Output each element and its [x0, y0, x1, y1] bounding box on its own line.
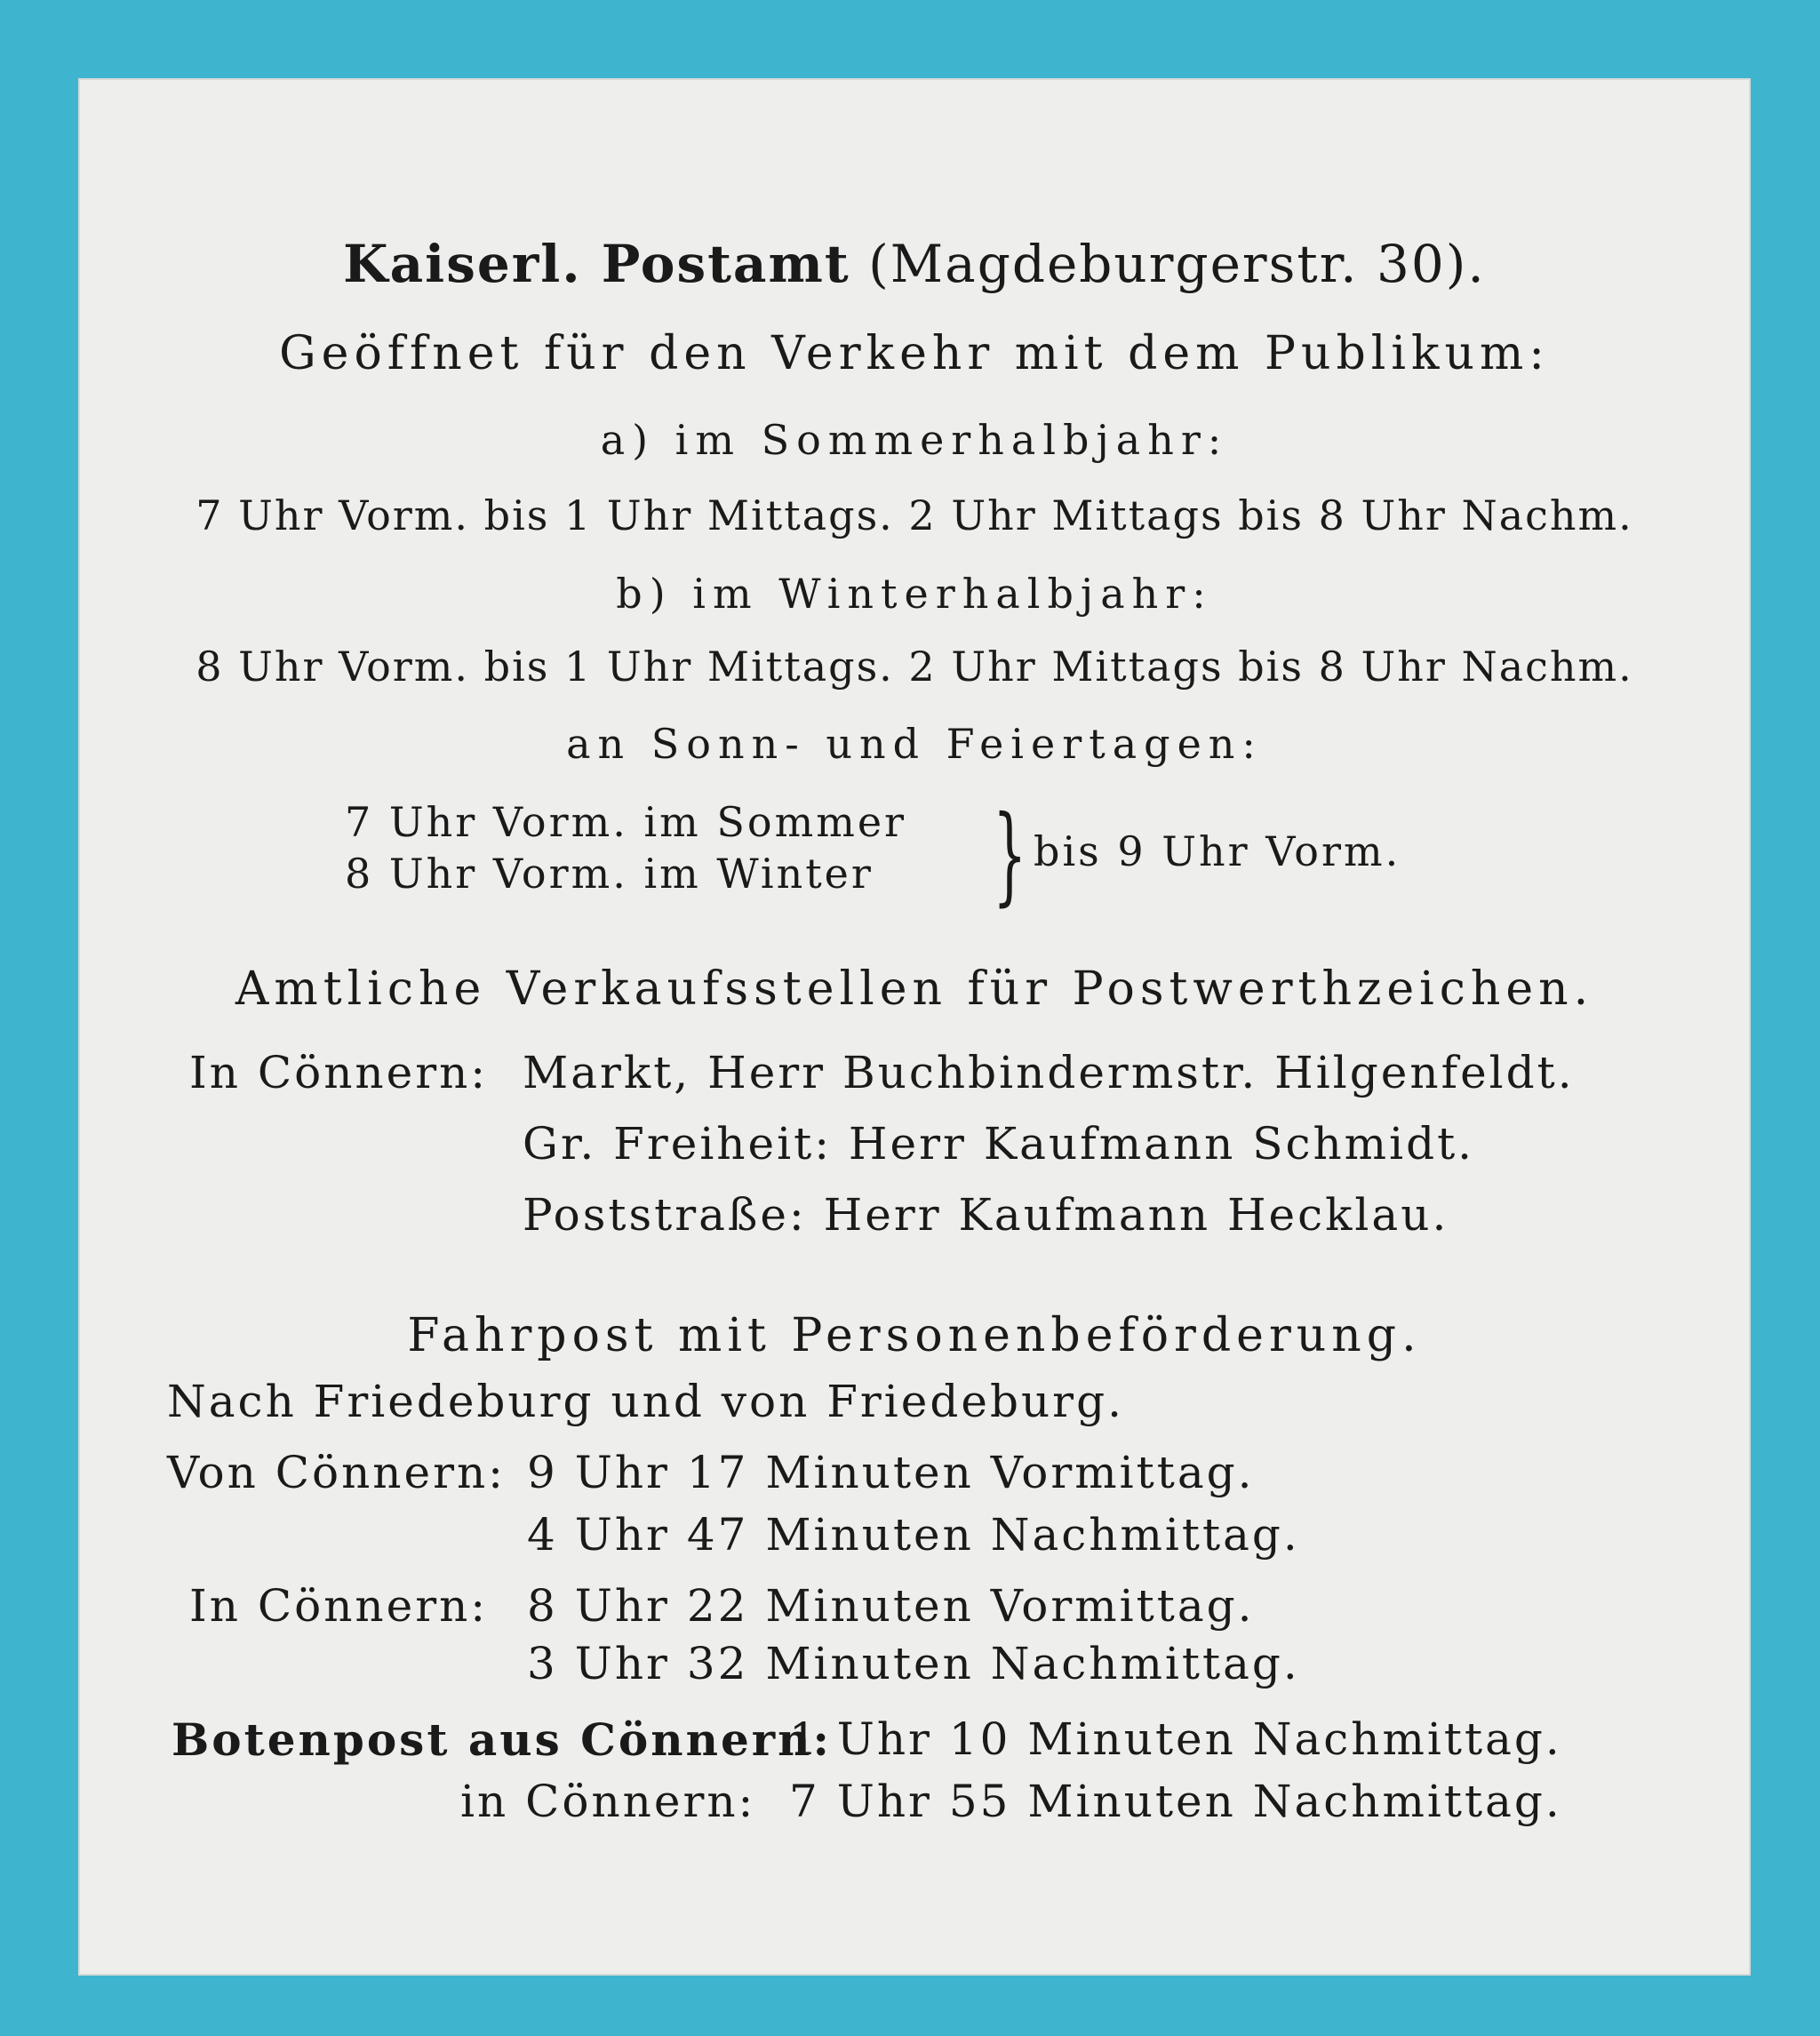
office-address: (Magdeburgerstr. 30).	[868, 234, 1486, 294]
winter-hours: 8 Uhr Vorm. bis 1 Uhr Mittags. 2 Uhr Mittags bis 8 Uhr Nachm.	[196, 643, 1633, 691]
holiday-summer: 7 Uhr Vorm. im Sommer	[345, 798, 907, 846]
in-label: In Cönnern:	[189, 1580, 489, 1632]
departure-time: 4 Uhr 47 Minuten Nachmittag.	[527, 1509, 1300, 1561]
sales-heading: Amtliche Verkaufsstellen für Postwerthzeichen.	[235, 962, 1594, 1016]
document-title	[78, 234, 1751, 294]
holiday-hours-group	[345, 798, 906, 901]
arrival-time: 3 Uhr 32 Minuten Nachmittag.	[527, 1638, 1300, 1689]
sales-location: Poststraße: Herr Kaufmann Hecklau.	[523, 1189, 1449, 1241]
botenpost-in-label: in Cönnern:	[460, 1776, 756, 1827]
curly-brace-icon: }	[993, 794, 1027, 917]
holiday-winter: 8 Uhr Vorm. im Winter	[345, 850, 874, 898]
from-label: Von Cönnern:	[167, 1447, 507, 1498]
summer-heading: a) im Sommerhalbjahr:	[600, 416, 1229, 464]
botenpost-in-time: 7 Uhr 55 Minuten Nachmittag.	[789, 1776, 1562, 1827]
document-paper	[78, 78, 1751, 1976]
sales-location: Markt, Herr Buchbindermstr. Hilgenfeldt.	[523, 1047, 1575, 1098]
departure-time: 9 Uhr 17 Minuten Vormittag.	[527, 1447, 1255, 1498]
botenpost-label: Botenpost aus Cönnern:	[172, 1713, 832, 1766]
holiday-heading: an Sonn- und Feiertagen:	[566, 720, 1263, 768]
fahrpost-route: Nach Friedeburg und von Friedeburg.	[167, 1376, 1124, 1427]
office-name: Kaiserl. Postamt	[343, 234, 850, 294]
holiday-until: bis 9 Uhr Vorm.	[1034, 827, 1401, 875]
summer-hours: 7 Uhr Vorm. bis 1 Uhr Mittags. 2 Uhr Mittags bis 8 Uhr Nachm.	[196, 491, 1633, 539]
arrival-time: 8 Uhr 22 Minuten Vormittag.	[527, 1580, 1255, 1632]
winter-heading: b) im Winterhalbjahr:	[616, 570, 1213, 618]
sales-location: Gr. Freiheit: Herr Kaufmann Schmidt.	[523, 1118, 1475, 1170]
fahrpost-heading: Fahrpost mit Personenbeförderung.	[407, 1309, 1422, 1362]
botenpost-time: 1 Uhr 10 Minuten Nachmittag.	[789, 1713, 1562, 1765]
sales-place-label: In Cönnern:	[189, 1047, 489, 1098]
opening-heading: Geöffnet für den Verkehr mit dem Publikum:	[279, 327, 1550, 380]
